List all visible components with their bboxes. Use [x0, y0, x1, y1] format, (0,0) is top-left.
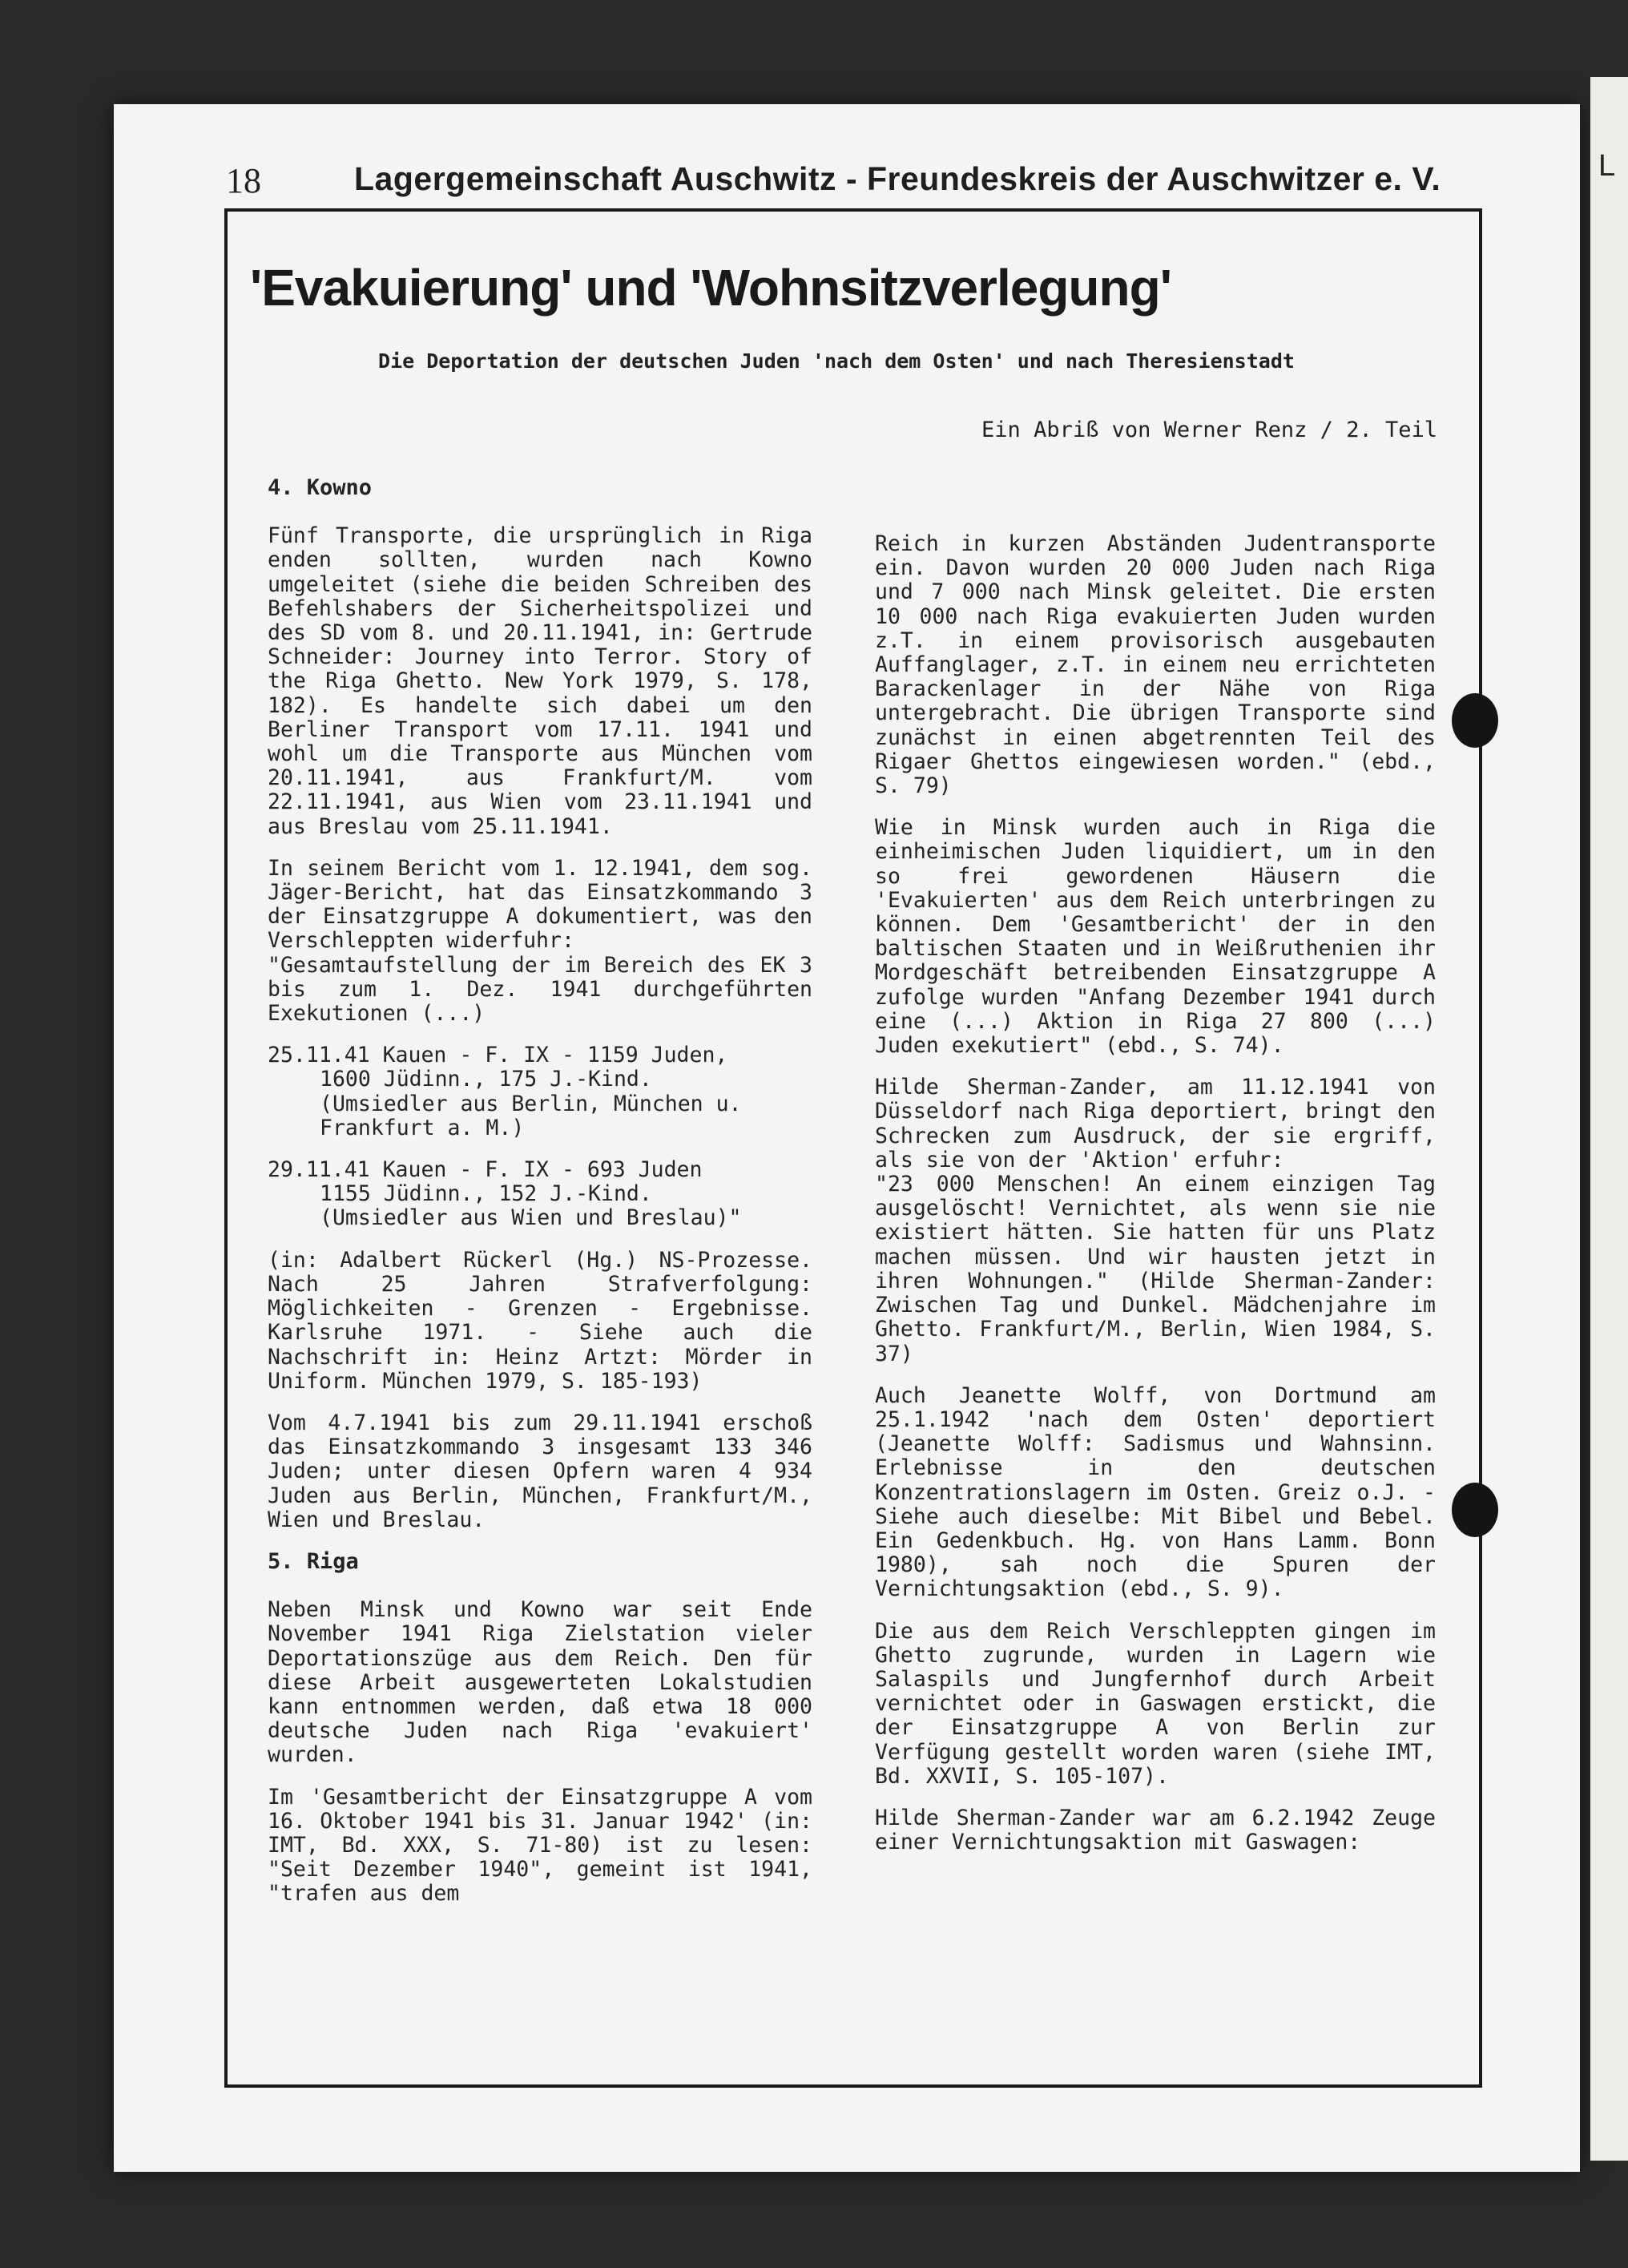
paragraph: Neben Minsk und Kowno war seit Ende November 1941 Riga Zielstation vieler Deportationszüge aus dem Reich. Den für diese Arbeit ausgewerteten Lokalstudien kann entnommen werden, daß etwa 18 000 deutsche Juden nach Riga 'evakuiert' wurden. — [268, 1597, 812, 1768]
entry-line: 1155 Jüdinn., 152 J.-Kind. — [320, 1181, 652, 1207]
entry-line: (Umsiedler aus Berlin, München u. — [320, 1091, 742, 1116]
paragraph: Wie in Minsk wurden auch in Riga die einheimischen Juden liquidiert, um in den so frei gewordenen Häusern die 'Evakuierten' aus dem Reich unterbringen zu können. Dem 'Gesamtbericht' der in den baltischen Staaten und in Weißruthenien ihr Mordgeschäft betreibenden Einsatzgruppe A zufolge wurden "Anfang Dezember 1941 durch eine (...) Aktion in Riga 27 800 (...) Juden exekutiert" (ebd., S. 74). — [875, 815, 1436, 1059]
binder-hole — [1452, 693, 1498, 748]
paragraph: Reich in kurzen Abständen Judentransporte ein. Davon wurden 20 000 Juden nach Riga und 7 000 nach Minsk geleitet. Die ersten 10 000 nach Riga evakuierten Juden wurden z.T. in einem provisorisch ausgebauten Auffanglager, z.T. in einem neu errichteten Barackenlager in der Nähe von Riga untergebracht. Die übrigen Transporte sind zunächst in einen abgetrennten Teil des Rigaer Ghettos eingewiesen worden." (ebd., S. 79) — [875, 531, 1436, 799]
entry-line: Frankfurt a. M.) — [320, 1115, 525, 1140]
adjacent-page-edge — [1590, 77, 1628, 2161]
right-column — [875, 532, 1436, 1872]
paragraph: Vom 4.7.1941 bis zum 29.11.1941 erschoß das Einsatzkommando 3 insgesamt 133 346 Juden; unter diesen Opfern waren 4 934 Juden aus Berlin, München, Frankfurt/M., Wien und Breslau. — [268, 1410, 812, 1532]
execution-entry — [268, 1158, 812, 1231]
paragraph: Im 'Gesamtbericht der Einsatzgruppe A vom 16. Oktober 1941 bis 31. Januar 1942' (in: IMT, Bd. XXX, S. 71-80) ist zu lesen: "Seit Dezember 1940", gemeint ist 1941, "trafen aus dem — [268, 1784, 812, 1907]
entry-line: 1600 Jüdinn., 175 J.-Kind. — [320, 1067, 652, 1092]
magazine-page — [114, 104, 1580, 2172]
paragraph: Auch Jeanette Wolff, von Dortmund am 25.1.1942 'nach dem Osten' deportiert (Jeanette Wolff: Sadismus und Wahnsinn. Erlebnisse in den deutschen Konzentrationslagern im Osten. Greiz o.J. - Siehe auch dieselbe: Mit Bibel und Bebel. Ein Gedenkbuch. Hg. von Hans Lamm. Bonn 1980), sah noch die Spuren der Vernichtungsaktion (ebd., S. 9). — [875, 1382, 1436, 1602]
paragraph: Fünf Transporte, die ursprünglich in Riga enden sollten, wurden nach Kowno umgeleitet (siehe die beiden Schreiben des Befehlshabers der Sicherheitspolizei und des SD vom 8. und 20.11.1941, in: Gertrude Schneider: Journey into Terror. Story of the Riga Ghetto. New York 1979, S. 178, 182). Es handelte sich dabei um den Berliner Transport vom 17.11. 1941 und wohl um die Transporte aus München vom 20.11.1941, aus Frankfurt/M. vom 22.11.1941, aus Wien vom 23.11.1941 und aus Breslau vom 25.11.1941. — [268, 523, 812, 839]
left-column — [268, 476, 812, 1924]
article-frame — [224, 208, 1482, 2088]
paragraph: In seinem Bericht vom 1. 12.1941, dem sog. Jäger-Bericht, hat das Einsatzkommando 3 der Einsatzgruppe A dokumentiert, was den Verschleppten widerfuhr: "Gesamtaufstellung der im Bereich des EK 3 bis zum 1. Dez. 1941 durchgeführten Exekutionen (...) — [268, 855, 812, 1027]
execution-entry — [268, 1043, 812, 1140]
binder-hole — [1452, 1483, 1498, 1537]
paragraph: Hilde Sherman-Zander, am 11.12.1941 von Düsseldorf nach Riga deportiert, bringt den Schrecken zum Ausdruck, der sie ergriff, als sie von der 'Aktion' erfuhr: "23 000 Menschen! An einem einzigen Tag ausgelöscht! Vernichtet, als wenn sie nie existiert hätten. Sie hatten für uns Platz machen müssen. Und wir hausten jetzt in ihren Wohnungen." (Hilde Sherman-Zander: Zwischen Tag und Dunkel. Mädchenjahre im Ghetto. Frankfurt/M., Berlin, Wien 1984, S. 37) — [875, 1075, 1436, 1366]
entry-line: (Umsiedler aus Wien und Breslau)" — [320, 1205, 742, 1231]
entry-head: 25.11.41 Kauen - F. IX - 1159 Juden, — [268, 1043, 728, 1068]
article-subtitle: Die Deportation der deutschen Juden 'nach dem Osten' und nach Theresienstadt — [378, 349, 1295, 373]
section-heading-kowno: 4. Kowno — [268, 475, 373, 500]
paragraph: Hilde Sherman-Zander war am 6.2.1942 Zeuge einer Vernichtungsaktion mit Gaswagen: — [875, 1805, 1436, 1855]
paragraph: Die aus dem Reich Verschleppten gingen im Ghetto zugrunde, wurden in Lagern wie Salaspils und Jungfernhof durch Arbeit vernichtet oder in Gaswagen erstickt, die der Einsatzgruppe A von Berlin zur Verfügung gestellt worden waren (siehe IMT, Bd. XXVII, S. 105-107). — [875, 1618, 1436, 1789]
organization-name: Lagergemeinschaft Auschwitz - Freundeskreis der Auschwitzer e. V. — [354, 160, 1441, 197]
article-author: Ein Abriß von Werner Renz / 2. Teil — [981, 418, 1437, 442]
entry-head: 29.11.41 Kauen - F. IX - 693 Juden — [268, 1157, 703, 1183]
page-number: 18 — [226, 161, 261, 200]
article-title: 'Evakuierung' und 'Wohnsitzverlegung' — [250, 259, 1171, 317]
section-heading-riga: 5. Riga — [268, 1548, 359, 1574]
paragraph: (in: Adalbert Rückerl (Hg.) NS-Prozesse. Nach 25 Jahren Strafverfolgung: Möglichkeiten - Grenzen - Ergebnisse. Karlsruhe 1971. - Siehe auch die Nachschrift in: Heinz Artzt: Mörder in Uniform. München 1979, S. 185-193) — [268, 1247, 812, 1394]
adjacent-page-letter: L — [1598, 149, 1616, 183]
